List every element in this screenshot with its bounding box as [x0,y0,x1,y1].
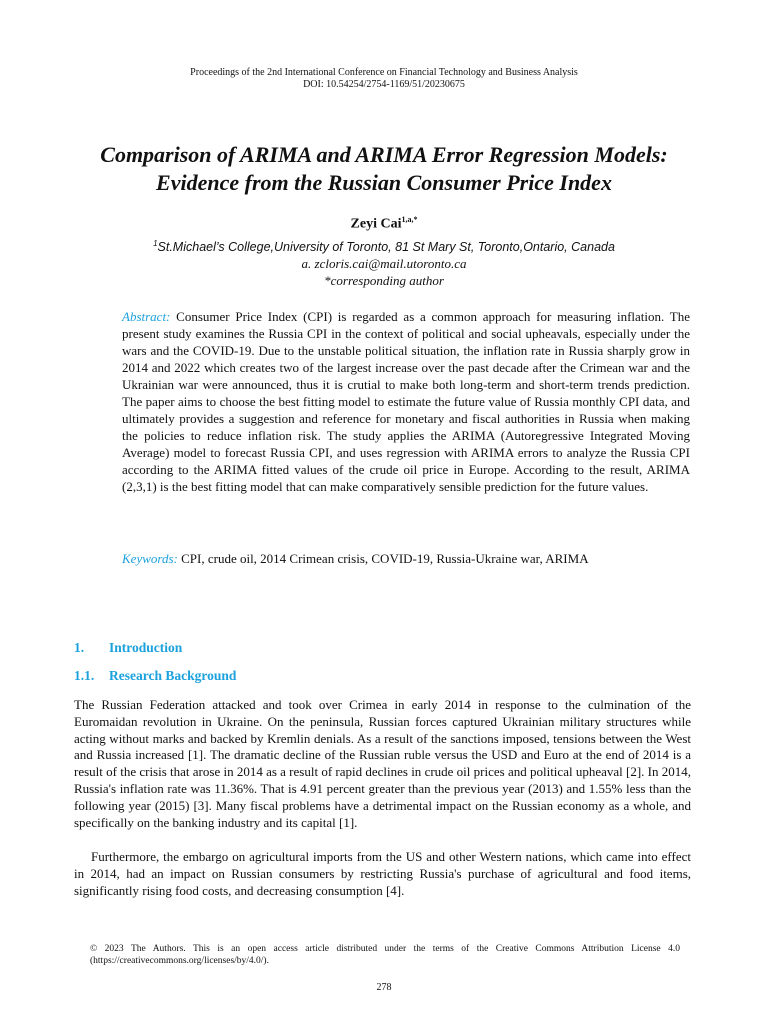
author-superscript: 1,a,* [401,215,418,224]
subsection-heading-research-background [74,668,236,684]
abstract-text: Consumer Price Index (CPI) is regarded as a common approach for measuring inflation. The present study examines the Russia CPI in the context of political and social upheavals, especially under the wars and the COVID-19. Due to the unstable political situation, the inflation rate in Russia sharply grow in 2014 and 2022 which creates two of the largest increase over the past decade after the Crimean war and the Ukrainian war were announced, thus it is crutial to make both long-term and short-term trends prediction. The paper aims to choose the best fitting model to estimate the future value of Russia monthly CPI data, and ultimately provides a suggestion and reference for monetary and fiscal authorities in Russia when making the policies to reduce inflation risk. The study applies the ARIMA (Autoregressive Integrated Moving Average) model to forecast Russia CPI, and uses regression with ARIMA errors to analyze the Russia CPI according to the ARIMA fitted values of the crude oil price in Europe. According to the result, ARIMA (2,3,1) is the best fitting model that can make comparatively sensible prediction for the future values. [122,309,690,494]
keywords-label: Keywords: [122,551,178,566]
author-line [0,215,768,233]
paper-title: Comparison of ARIMA and ARIMA Error Regression Models: Evidence from the Russian Consumer Price Index [100,142,668,195]
author-name: Zeyi Cai [350,216,402,232]
author-email: a. zcloris.cai@mail.utoronto.ca [301,256,467,271]
running-head [0,67,768,91]
section-number: 1. [74,640,85,655]
subsection-number: 1.1. [74,668,95,683]
running-head-doi: DOI: 10.54254/2754-1169/51/20230675 [303,79,465,90]
license-footnote: © 2023 The Authors. This is an open access article distributed under the terms of the Creative Commons Attribution License 4.0 (https://creativecommons.org/licenses/by/4.0/). [90,944,680,966]
affiliation-text: St.Michael’s College,University of Toronto, 81 St Mary St, Toronto,Ontario, Canada [157,240,615,255]
running-head-conference: Proceedings of the 2nd International Conference on Financial Technology and Business Analysis [190,67,578,78]
subsection-title: Research Background [109,668,237,683]
abstract [122,308,690,495]
keywords-text: CPI, crude oil, 2014 Crimean crisis, COVID-19, Russia-Ukraine war, ARIMA [177,551,589,566]
body-paragraph-1: The Russian Federation attacked and took over Crimea in early 2014 in response to the culmination of the Euromaidan revolution in Ukraine. On the peninsula, Russian forces captured Ukrainian military structures while acting without marks and backed by Kremlin denials. As a result of the sanctions imposed, tensions between the West and Russia increased [1]. The dramatic decline of the Russian ruble versus the USD and Euro at the end of 2014 is a result of the crisis that arose in 2014 as a result of rapid declines in crude oil prices and political upheaval [2]. In 2014, Russia's inflation rate was 11.36%. That is 4.91 percent greater than the previous year (2013) and 1.55% less than the following year (2015) [3]. Many fiscal problems have a detrimental impact on the Russian economy as a whole, and specifically on the banking industry and its capital [1]. [74,697,691,830]
corresponding-note: *corresponding author [324,273,444,288]
abstract-label: Abstract: [122,309,171,324]
affiliation-superscript: 1 [153,239,158,248]
body-paragraph-2: Furthermore, the embargo on agricultural imports from the US and other Western nations, which came into effect in 2014, had an impact on Russian consumers by restricting Russia's purchase of agricultural and food items, significantly rising food costs, and decreasing consumption [4]. [74,849,691,898]
section-heading-introduction [74,640,182,656]
page-number: 278 [376,982,392,993]
affiliation [0,236,768,255]
keywords [122,550,702,567]
section-title: Introduction [109,640,183,655]
